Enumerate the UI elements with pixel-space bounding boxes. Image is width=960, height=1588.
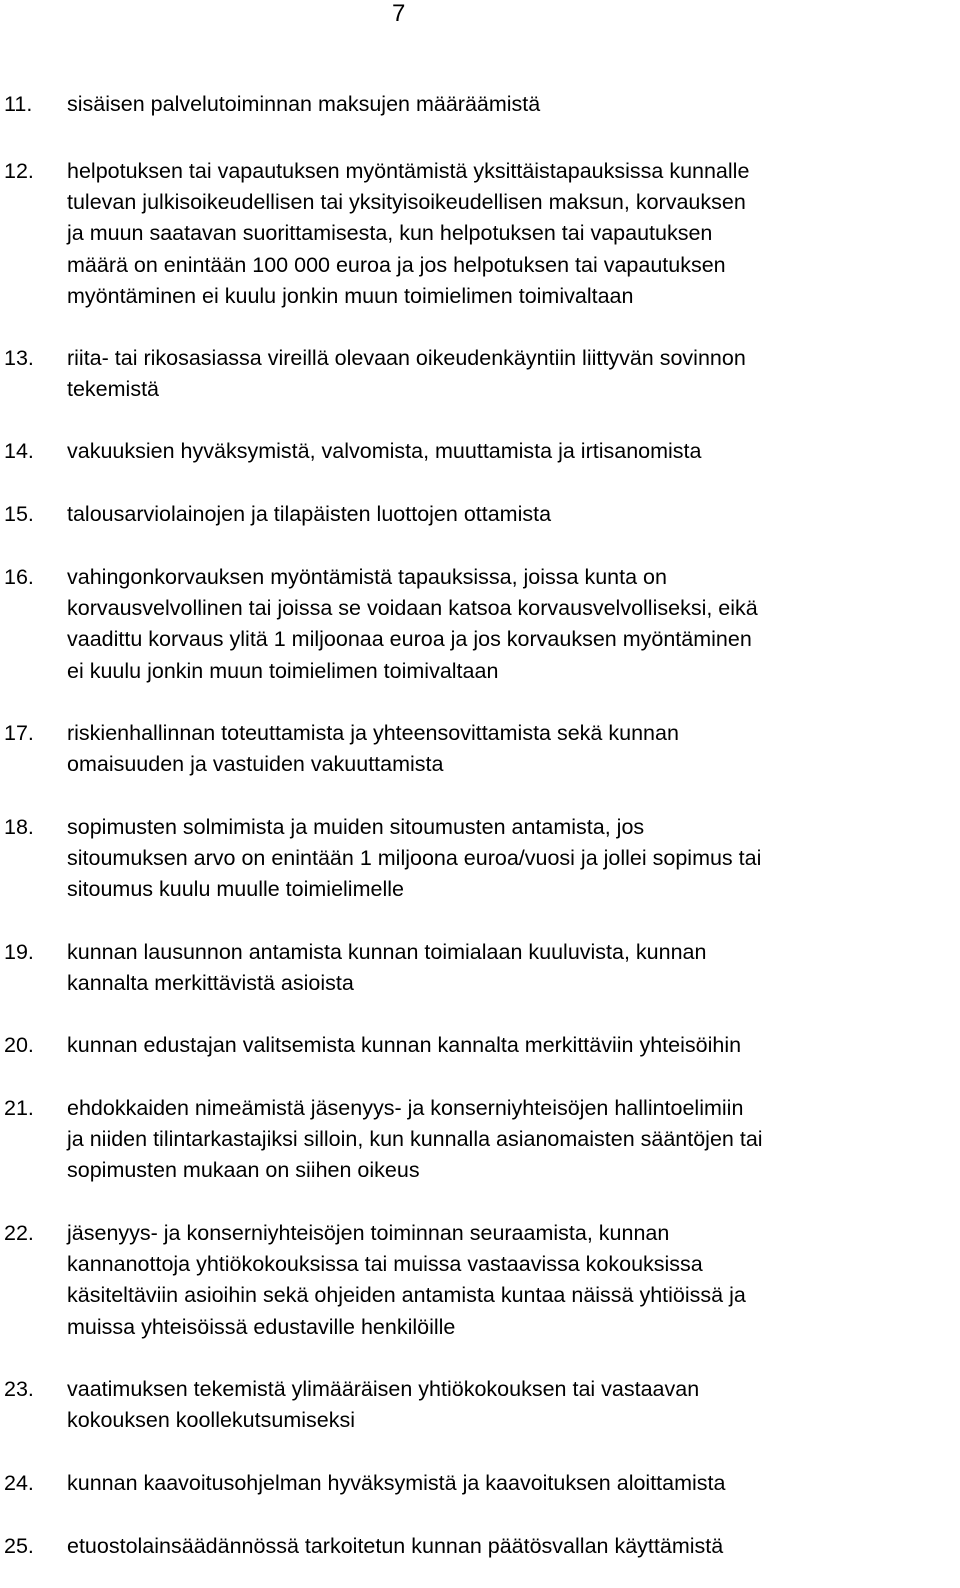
item-text: [67, 718, 957, 780]
item-number: 11.: [4, 92, 33, 116]
item-text: [67, 1218, 957, 1343]
item-line: kokouksen koollekutsumiseksi: [67, 1408, 355, 1433]
item-text: [67, 1030, 957, 1061]
item-line: käsiteltäviin asioihin sekä ohjeiden antamista kuntaa näissä yhtiöissä ja: [67, 1283, 746, 1308]
item-text: [67, 562, 957, 687]
item-text: [67, 812, 957, 906]
item-number: 20.: [4, 1033, 34, 1057]
item-line: kunnan kaavoitusohjelman hyväksymistä ja kaavoituksen aloittamista: [67, 1471, 726, 1495]
item-number: 14.: [4, 439, 34, 463]
item-line: sisäisen palvelutoiminnan maksujen määräämistä: [67, 92, 541, 116]
item-line: vaadittu korvaus ylitä 1 miljoonaa euroa ja jos korvauksen myöntäminen: [67, 627, 752, 652]
item-line: kannalta merkittävistä asioista: [67, 971, 354, 996]
item-number: 17.: [4, 721, 34, 745]
item-line: sitoumus kuulu muulle toimielimelle: [67, 877, 404, 902]
item-line: vaatimuksen tekemistä ylimääräisen yhtiökokouksen tai vastaavan: [67, 1377, 700, 1401]
item-number: 16.: [4, 565, 34, 589]
item-line: vakuuksien hyväksymistä, valvomista, muuttamista ja irtisanomista: [67, 439, 702, 463]
item-line: omaisuuden ja vastuiden vakuuttamista: [67, 752, 444, 777]
item-number: 22.: [4, 1221, 34, 1245]
item-number: 18.: [4, 815, 34, 839]
item-number: 25.: [4, 1534, 34, 1558]
item-line: myöntäminen ei kuulu jonkin muun toimielimen toimivaltaan: [67, 283, 634, 308]
item-line: kannanottoja yhtiökokouksissa tai muissa vastaavissa kokouksissa: [67, 1252, 703, 1277]
item-number: 23.: [4, 1377, 34, 1401]
item-number: 24.: [4, 1471, 34, 1495]
item-line: tulevan julkisoikeudellisen tai yksityisoikeudellisen maksun, korvauksen: [67, 190, 746, 215]
item-number: 19.: [4, 940, 34, 964]
item-number: 21.: [4, 1096, 34, 1120]
item-line: kunnan edustajan valitsemista kunnan kannalta merkittäviin yhteisöihin: [67, 1033, 742, 1057]
item-text: [67, 89, 957, 120]
item-line: ehdokkaiden nimeämistä jäsenyys- ja konserniyhteisöjen hallintoelimiin: [67, 1096, 744, 1120]
item-line: muissa yhteisöissä edustaville henkilöille: [67, 1314, 456, 1339]
item-line: sopimusten mukaan on siihen oikeus: [67, 1158, 420, 1183]
item-line: vahingonkorvauksen myöntämistä tapauksissa, joissa kunta on: [67, 565, 667, 589]
item-text: [67, 499, 957, 530]
item-line: sitoumuksen arvo on enintään 1 miljoona euroa/vuosi ja jollei sopimus tai: [67, 846, 762, 871]
page-number: 7: [392, 0, 406, 27]
item-text: [67, 1468, 957, 1499]
item-line: ja muun saatavan suorittamisesta, kun helpotuksen tai vapautuksen: [67, 221, 713, 246]
item-line: ei kuulu jonkin muun toimielimen toimivaltaan: [67, 658, 499, 683]
item-text: [67, 156, 957, 312]
item-text: [67, 1531, 957, 1562]
item-line: etuostolainsäädännössä tarkoitetun kunnan päätösvallan käyttämistä: [67, 1534, 724, 1558]
item-line: sopimusten solmimista ja muiden sitoumusten antamista, jos: [67, 815, 645, 839]
item-line: määrä on enintään 100 000 euroa ja jos helpotuksen tai vapautuksen: [67, 252, 726, 277]
item-text: [67, 1093, 957, 1187]
item-line: helpotuksen tai vapautuksen myöntämistä yksittäistapauksissa kunnalle: [67, 159, 750, 183]
item-text: [67, 436, 957, 467]
item-line: jäsenyys- ja konserniyhteisöjen toiminnan seuraamista, kunnan: [67, 1221, 670, 1245]
item-text: [67, 1374, 957, 1436]
item-number: 15.: [4, 502, 34, 526]
item-line: talousarviolainojen ja tilapäisten luottojen ottamista: [67, 502, 552, 526]
item-text: [67, 343, 957, 405]
item-line: riita- tai rikosasiassa vireillä olevaan oikeudenkäyntiin liittyvän sovinnon: [67, 346, 746, 370]
item-number: 13.: [4, 346, 34, 370]
item-line: ja niiden tilintarkastajiksi silloin, kun kunnalla asianomaisten sääntöjen tai: [67, 1127, 763, 1152]
item-line: korvausvelvollinen tai joissa se voidaan katsoa korvausvelvolliseksi, eikä: [67, 596, 758, 621]
item-line: riskienhallinnan toteuttamista ja yhteensovittamista sekä kunnan: [67, 721, 679, 745]
item-text: [67, 937, 957, 999]
item-line: tekemistä: [67, 377, 160, 402]
item-number: 12.: [4, 159, 34, 183]
item-line: kunnan lausunnon antamista kunnan toimialaan kuuluvista, kunnan: [67, 940, 707, 964]
